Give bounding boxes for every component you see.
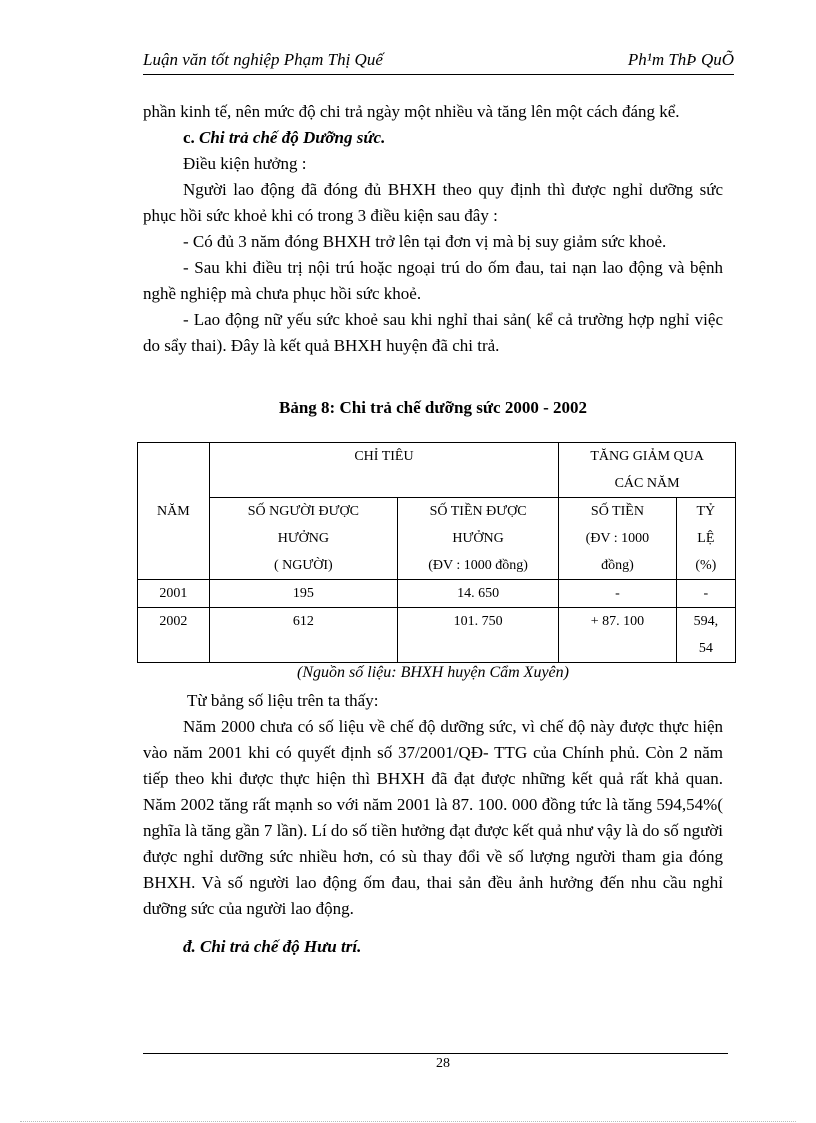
subheader-money-line3: (ĐV : 1000 đồng) (428, 558, 528, 573)
cell-rate-line2: 54 (698, 641, 713, 656)
subheader-people (209, 498, 397, 580)
subheader-change-line2: (ĐV : 1000 (585, 531, 650, 546)
cell-people: 612 (209, 608, 397, 663)
analysis-paragraph: Năm 2000 chưa có số liệu về chế độ dưỡng sức, vì chế độ này được thực hiện vào năm 2001 khi có quyết định số 37/2001/QĐ- TTG của Chính phủ. Còn 2 năm tiếp theo khi được thực hiện thì BHXH đã đạt được những kết quả rất khả quan. Năm 2002 tăng rất mạnh so với năm 2001 là 87. 100. 000 đồng tức là tăng 594,54%( nghĩa là tăng gần 7 lần). Lí do số tiền hưởng đạt được kết quả như vậy là do số người được nghỉ dưỡng sức nhiều hơn, có sù thay đổi về số lượng người tham gia đóng BHXH. Và số người lao động ốm đau, thai sản đều ảnh hưởng đến nhu cầu nghỉ dưỡng sức của người lao động. (143, 717, 723, 918)
condition-intro: Người lao động đã đóng đủ BHXH theo quy định thì được nghỉ dưỡng sức phục hồi sức khoẻ khi có trong 3 điều kiện sau đây : (143, 180, 723, 225)
paragraph-continuation: phần kinh tế, nên mức độ chi trả ngày một nhiều và tăng lên một cách đáng kể. (143, 102, 680, 121)
table-title: Bảng 8: Chi trả chế dưỡng sức 2000 - 2002 (279, 398, 587, 417)
subheader-change-line3: đồng) (601, 558, 634, 573)
page-number: 28 (436, 1056, 450, 1071)
condition-item-1: - Có đủ 3 năm đóng BHXH trở lên tại đơn vị mà bị suy giảm sức khoẻ. (183, 232, 667, 251)
cell-change: + 87. 100 (559, 608, 677, 663)
body-section-top (143, 99, 723, 359)
body-section-analysis (143, 688, 723, 960)
subheader-change-line1: SỐ TIỀN (590, 504, 644, 519)
section-c-prefix: c. (183, 128, 195, 147)
subheader-rate-line1: TỶ (696, 504, 716, 519)
header-left-text: Luận văn tốt nghiệp Phạm Thị Quế (143, 50, 383, 69)
subheader-people-line3: ( NGƯỜI) (274, 558, 333, 573)
subheader-rate-line3: (%) (695, 558, 717, 573)
section-c-title: Chi trả chế độ Dưỡng sức. (199, 128, 386, 147)
header-change (559, 443, 736, 498)
table-row (138, 608, 736, 663)
header-right-text: Ph¹m ThÞ QuÕ (627, 50, 734, 69)
condition-label: Điều kiện hưởng : (183, 154, 307, 173)
header-change-line1: TĂNG GIẢM QUA (590, 449, 704, 464)
cell-rate-line1: 594, (693, 614, 719, 629)
table-row (138, 580, 736, 608)
cell-change: - (559, 580, 677, 608)
cell-year: 2002 (138, 608, 210, 663)
subheader-change-money (559, 498, 677, 580)
condition-item-2: - Sau khi điều trị nội trú hoặc ngoại trú do ốm đau, tai nạn lao động và bệnh nghề nghiệp mà chưa phục hồi sức khoẻ. (143, 258, 723, 303)
table-subheader-row (138, 498, 736, 580)
analysis-lead: Từ bảng số liệu trên ta thấy: (187, 691, 379, 710)
subheader-money (397, 498, 558, 580)
cell-rate: - (676, 580, 735, 608)
data-table (137, 442, 736, 663)
header-change-line2: CÁC NĂM (614, 476, 680, 491)
subheader-people-line1: SỐ NGƯỜI ĐƯỢC (247, 504, 359, 519)
table-source: (Nguồn số liệu: BHXH huyện Cẩm Xuyên) (297, 664, 569, 681)
subheader-money-line2: HƯỞNG (452, 531, 504, 546)
section-c-heading (143, 125, 723, 151)
table-header-row (138, 443, 736, 498)
cell-rate (676, 608, 735, 663)
cell-year: 2001 (138, 580, 210, 608)
subheader-rate-line2: LỆ (697, 531, 715, 546)
page-bottom-border (20, 1121, 796, 1122)
header-year: NĂM (138, 443, 210, 580)
subheader-money-line1: SỐ TIỀN ĐƯỢC (429, 504, 527, 519)
cell-money: 14. 650 (397, 580, 558, 608)
footer-divider (143, 1053, 728, 1054)
cell-money: 101. 750 (397, 608, 558, 663)
subheader-people-line2: HƯỞNG (277, 531, 330, 546)
subheader-rate (676, 498, 735, 580)
section-d-heading: đ. Chi trả chế độ Hưu trí. (183, 937, 362, 956)
page-header (143, 50, 734, 75)
condition-item-3: - Lao động nữ yếu sức khoẻ sau khi nghỉ thai sản( kể cả trường hợp nghỉ việc do sẩy thai). Đây là kết quả BHXH huyện đã chi trả. (143, 310, 723, 355)
cell-people: 195 (209, 580, 397, 608)
header-indicators: CHỈ TIÊU (209, 443, 558, 498)
